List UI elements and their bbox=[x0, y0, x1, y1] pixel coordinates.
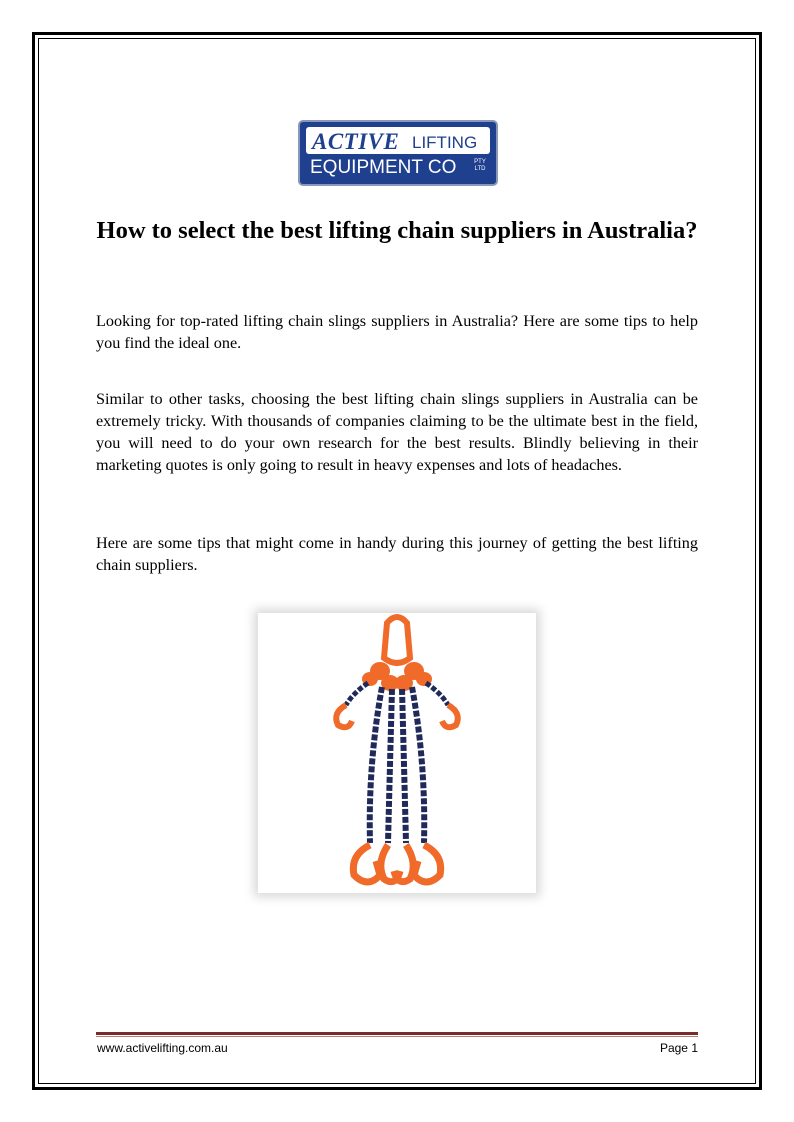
chain-sling-photo bbox=[258, 613, 536, 893]
company-logo bbox=[298, 120, 498, 186]
master-link bbox=[384, 617, 410, 663]
shortening-hooks bbox=[336, 705, 458, 727]
chain-legs bbox=[370, 687, 425, 843]
paragraph-intro: Looking for top-rated lifting chain slings suppliers in Australia? Here are some tips to help you find the ideal one. bbox=[96, 312, 698, 352]
page-number: Page 1 bbox=[659, 1041, 698, 1055]
logo-word-equipment: EQUIPMENT CO bbox=[310, 157, 457, 178]
footer-rule bbox=[96, 1032, 698, 1035]
bottom-hooks bbox=[353, 845, 440, 882]
logo-top-band bbox=[306, 127, 490, 154]
logo-word-active: ACTIVE bbox=[312, 129, 400, 154]
logo-word-lifting: LIFTING bbox=[412, 133, 478, 152]
sub-links bbox=[362, 662, 432, 691]
logo-pty-ltd bbox=[472, 159, 488, 173]
footer-url: www.activelifting.com.au bbox=[97, 1041, 228, 1055]
document-title: How to select the best lifting chain suppliers in Australia? bbox=[96, 217, 698, 244]
logo-ltd: LTD bbox=[474, 166, 486, 172]
paragraph-tips: Here are some tips that might come in handy during this journey of getting the best lifting chain suppliers. bbox=[96, 534, 698, 574]
paragraph-body: Similar to other tasks, choosing the best lifting chain slings suppliers in Australia can be extremely tricky. With thousands of companies claiming to be the ultimate best in the field, you will need to do your own research for the best results. Blindly believing in their marketing quotes is only going to result in heavy expenses and lots of headaches. bbox=[96, 390, 698, 474]
footer-rule-thin bbox=[96, 1036, 698, 1037]
logo-pty: PTY bbox=[474, 159, 486, 165]
chain-sling-illustration bbox=[258, 613, 536, 893]
